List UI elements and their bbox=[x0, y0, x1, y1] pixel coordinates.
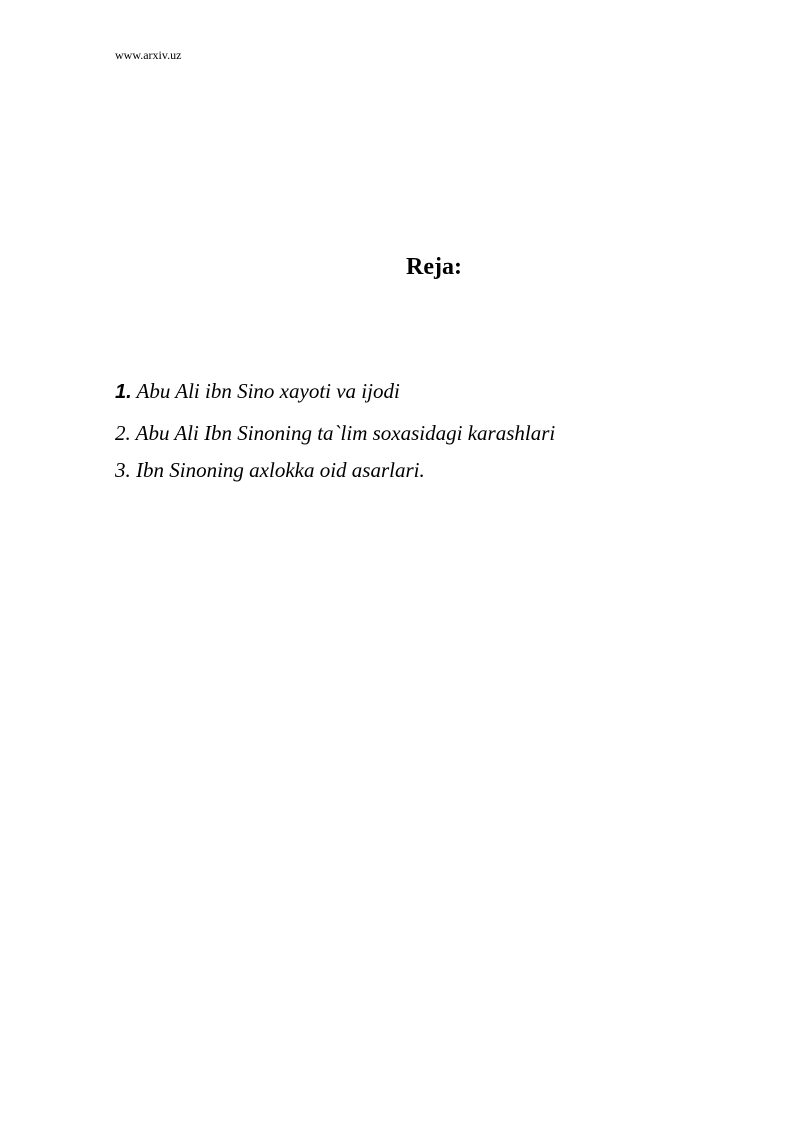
plan-list bbox=[115, 378, 555, 483]
plan-item-text: Abu Ali Ibn Sinoning ta`lim soxasidagi karashlari bbox=[130, 421, 556, 445]
plan-item-number: 2. bbox=[115, 421, 131, 445]
header-url: www.arxiv.uz bbox=[115, 48, 182, 62]
plan-item-3 bbox=[115, 457, 555, 483]
page-title: Reja: bbox=[406, 254, 462, 280]
plan-item-1 bbox=[115, 378, 555, 405]
plan-item-number: 1. bbox=[115, 381, 132, 403]
plan-item-2 bbox=[115, 420, 555, 446]
plan-item-number: 3. bbox=[115, 458, 131, 482]
plan-item-text: Ibn Sinoning axlokka oid asarlari. bbox=[130, 458, 425, 482]
plan-item-text: Abu Ali ibn Sino xayoti va ijodi bbox=[131, 379, 400, 403]
